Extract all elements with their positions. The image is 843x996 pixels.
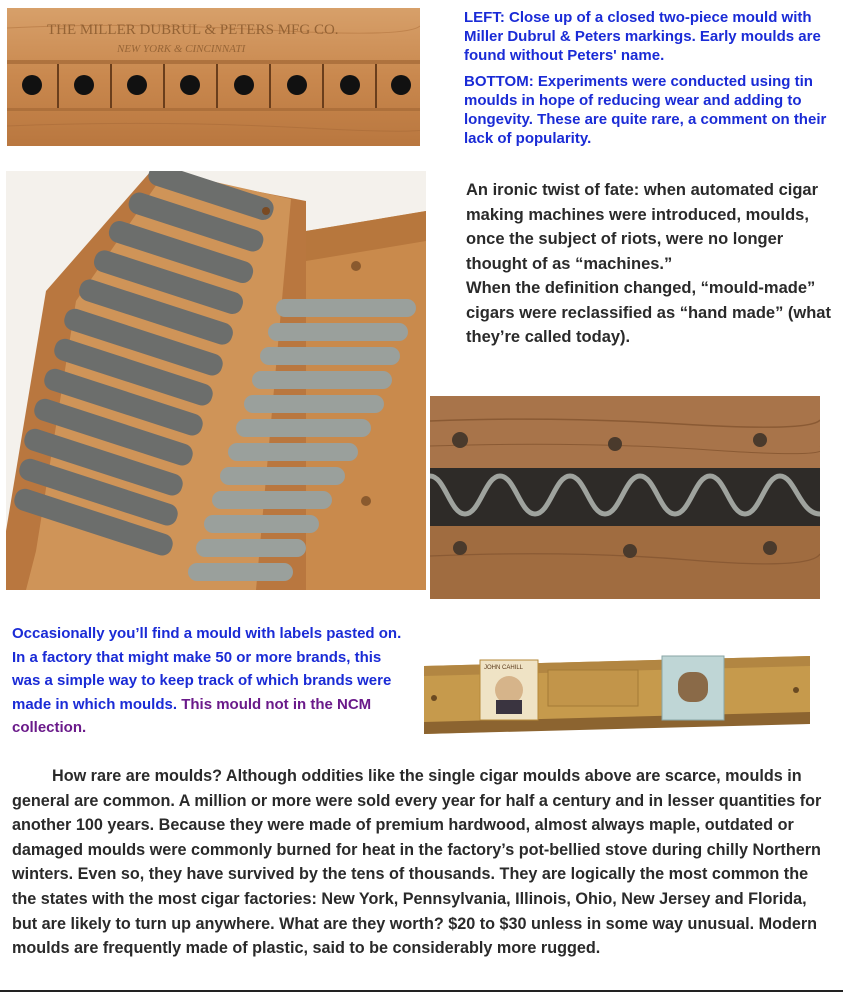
mould-stamp-line2: NEW YORK & CINCINNATI (117, 43, 246, 55)
labeled-mould-caption (12, 622, 402, 740)
labeled-mould-caption-purple: This mould not in the NCM collection. (12, 695, 372, 736)
closed-mould-photo (7, 8, 420, 146)
ironic-twist-text (466, 178, 838, 350)
caption-bottom-lead: BOTTOM: (464, 73, 534, 90)
ironic-line2: When the definition changed, “mould-made” cigars were reclassified as “hand made” (what they’re called today). (466, 279, 831, 346)
ironic-line1: An ironic twist of fate: when automated cigar making machines were introduced, moulds, once the subject of riots, were no longer thought of as “machines.” (466, 181, 819, 273)
tin-mould-photo (430, 396, 820, 599)
mould-stamp-line1: THE MILLER DUBRUL & PETERS MFG CO. (47, 22, 339, 38)
open-mould-photo (6, 171, 426, 590)
labeled-mould-photo (416, 652, 810, 740)
labeled-mould-label1: JOHN CAHILL (484, 665, 524, 671)
caption-bottom (464, 72, 836, 148)
caption-left-text: Close up of a closed two-piece mould with Miller Dubrul & Peters markings. Early moulds are found without Peters' name. (464, 9, 821, 64)
caption-left (464, 8, 836, 65)
bottom-rule (0, 990, 843, 992)
caption-bottom-text: Experiments were conducted using tin moulds in hope of reducing wear and adding to longevity. These are quite rare, a comment on their lack of popularity. (464, 73, 827, 147)
labeled-mould-caption-blue: Occasionally you’ll find a mould with labels pasted on. In a factory that might make 50 or more brands, this was a simple way to keep track of which brands were made in which moulds. (12, 625, 402, 713)
caption-left-lead: LEFT: (464, 9, 505, 26)
main-paragraph-text: How rare are moulds? Although oddities like the single cigar moulds above are scarce, moulds in general are common. A million or more were sold every year for half a century and in lesser quantities for another 100 years. Because they were made of premium hardwood, almost always maple, outdated or damaged moulds were commonly burned for heat in the factory’s pot-bellied stove during chilly Northern winters. Even so, they have survived by the tens of thousands. They are logically the most common the the states with the most cigar factories: New York, Pennsylvania, Illinois, Ohio, New Jersey and Florida, but are likely to turn up anywhere. What are they worth? $20 to $30 unless in some way unusual. Modern moulds are frequently made of plastic, said to be considerably more rugged. (12, 767, 822, 958)
main-paragraph (12, 764, 830, 961)
